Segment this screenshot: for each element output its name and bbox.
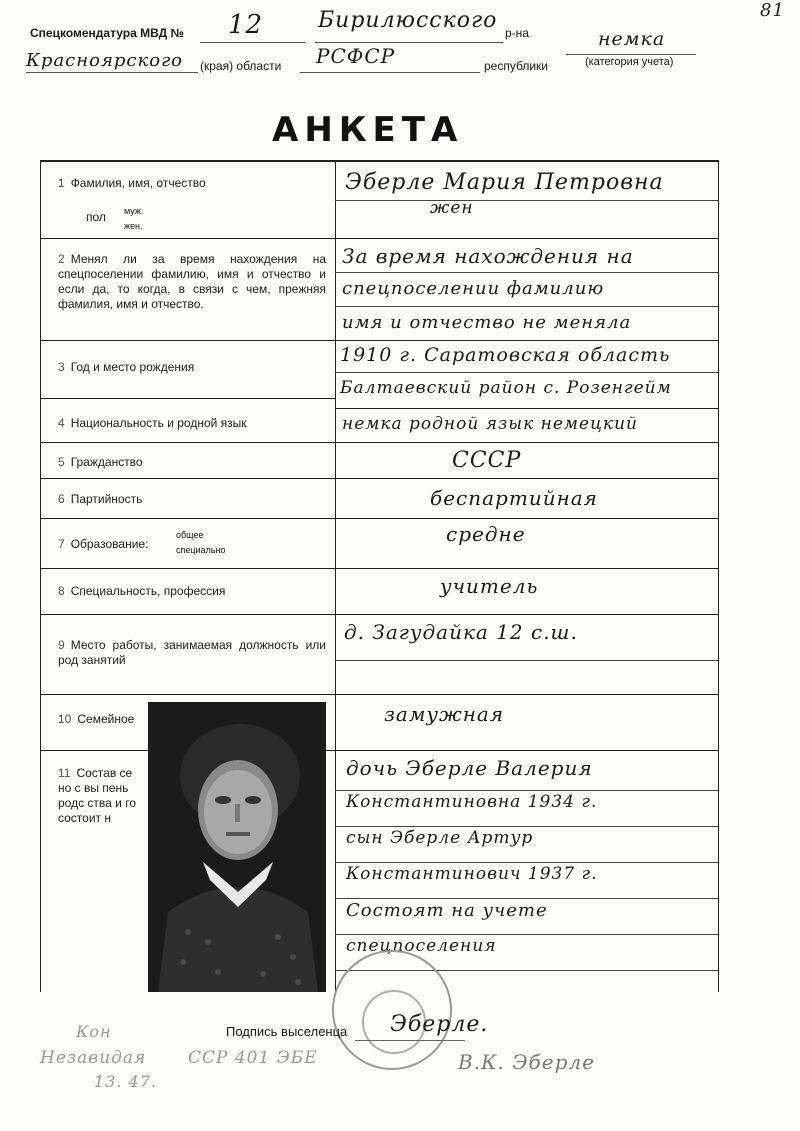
question-4: 4 Национальность и родной язык [58, 416, 247, 430]
region-label: (края) области [200, 59, 282, 73]
answer-2-line-1: За время нахождения на [342, 244, 634, 268]
sex-option-male: муж. [124, 206, 144, 216]
question-3: 3 Год и место рождения [58, 360, 195, 374]
question-7: 7 Образование: [58, 537, 149, 551]
answer-10: замужная [384, 702, 505, 726]
answer-11-line-3: сын Эберле Артур [346, 828, 534, 848]
district-value: Бирилюсского [318, 8, 498, 33]
answer-11-line-4: Константинович 1937 г. [346, 864, 598, 884]
document-title: АНКЕТА [272, 110, 464, 150]
portrait-illustration [148, 702, 326, 992]
answer-2-line-3: имя и отчество не меняла [342, 312, 632, 333]
answer-2-line-2: спецпоселении фамилию [342, 278, 605, 299]
question-2: 2 Менял ли за время нахождения на спецпоселении фамилию, имя и отчество и если да, то когда, в связи с чем, прежняя фамилия, имя и отчество. [58, 252, 326, 311]
category-value: немка [598, 28, 666, 50]
republic-value: РСФСР [316, 44, 396, 68]
answer-11-line-5: Состоят на учете [346, 900, 548, 921]
sex-option-female: жен. [124, 221, 143, 231]
answer-3-line-1: 1910 г. Саратовская область [340, 344, 671, 366]
stamp-text-3: 13. 47. [94, 1072, 157, 1091]
question-1: 1 Фамилия, имя, отчество [58, 176, 206, 190]
stamp-text-2: Незавидая [40, 1048, 147, 1068]
komandatura-number: 12 [228, 10, 264, 40]
question-9: 9 Место работы, занимаемая должность или род занятий [58, 638, 326, 667]
corner-number: 81 [760, 0, 785, 21]
stamp-text-5: В.К. Эберле [458, 1050, 595, 1074]
question-11: 11 Состав се но с вы пень родс ства и го состоит н [58, 766, 136, 825]
district-suffix: р-на [505, 26, 529, 40]
stamp-text-1: Кон [76, 1022, 112, 1041]
signature-label: Подпись выселенца [226, 1024, 348, 1039]
portrait-photo [148, 702, 326, 992]
education-option-general: общее [176, 530, 204, 540]
answer-8: учитель [440, 574, 539, 598]
answer-7: средне [446, 522, 526, 546]
signature: Эберле. [390, 1012, 489, 1037]
answer-11-line-6: спецпоселения [346, 936, 497, 956]
answer-4: немка родной язык немецкий [342, 414, 638, 434]
answer-9: д. Загудайка 12 с.ш. [344, 620, 578, 644]
question-10: 10 Семейное [58, 712, 135, 726]
answer-3-line-2: Балтаевский район с. Розенгейм [340, 378, 672, 398]
answer-11-line-2: Константиновна 1934 г. [346, 792, 598, 812]
answer-11-line-1: дочь Эберле Валерия [346, 756, 593, 780]
answer-sex: жен [430, 198, 474, 218]
answer-full-name: Эберле Мария Петровна [345, 170, 664, 195]
question-6: 6 Партийность [58, 492, 143, 506]
region-value: Красноярского [26, 50, 183, 71]
question-8: 8 Специальность, профессия [58, 584, 226, 598]
category-label: (категория учета) [585, 56, 674, 68]
question-sex: пол [86, 210, 106, 224]
question-5: 5 Гражданство [58, 455, 143, 469]
answer-6: беспартийная [430, 486, 598, 510]
answer-5: СССР [452, 448, 522, 473]
republic-label: республики [484, 59, 548, 73]
komandatura-label: Спецкомендатура МВД № [30, 26, 184, 40]
stamp-text-4: ССР 401 ЭБЕ [188, 1048, 318, 1068]
education-option-special: специально [176, 545, 226, 555]
